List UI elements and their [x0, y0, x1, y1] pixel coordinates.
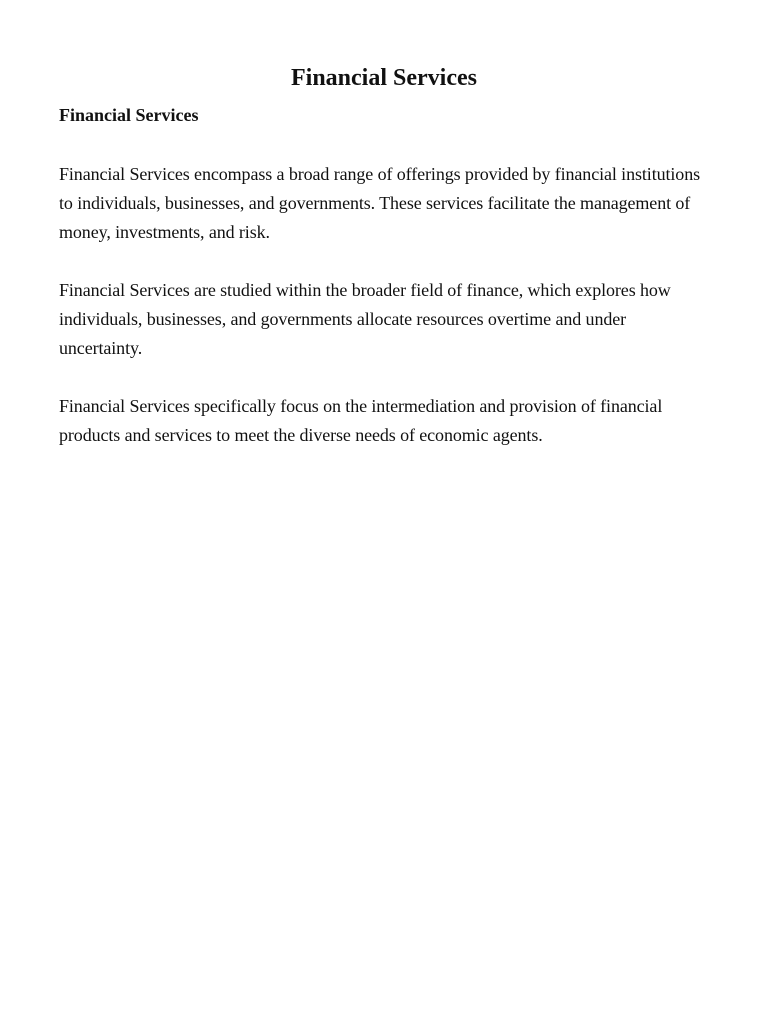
- paragraph-field-of-study: Financial Services are studied within the broader field of finance, which explores how individuals, businesses, and governments allocate resources overtime and under uncertainty.: [59, 280, 671, 358]
- page-title: Financial Services: [291, 65, 477, 91]
- paragraph-definition: Financial Services encompass a broad range of offerings provided by financial institutions to individuals, businesses, and governments. These services facilitate the management of money, investments, and risk.: [59, 164, 700, 242]
- paragraph-focus: Financial Services specifically focus on the intermediation and provision of financial products and services to meet the diverse needs of economic agents.: [59, 396, 663, 445]
- section-heading: Financial Services: [59, 105, 199, 125]
